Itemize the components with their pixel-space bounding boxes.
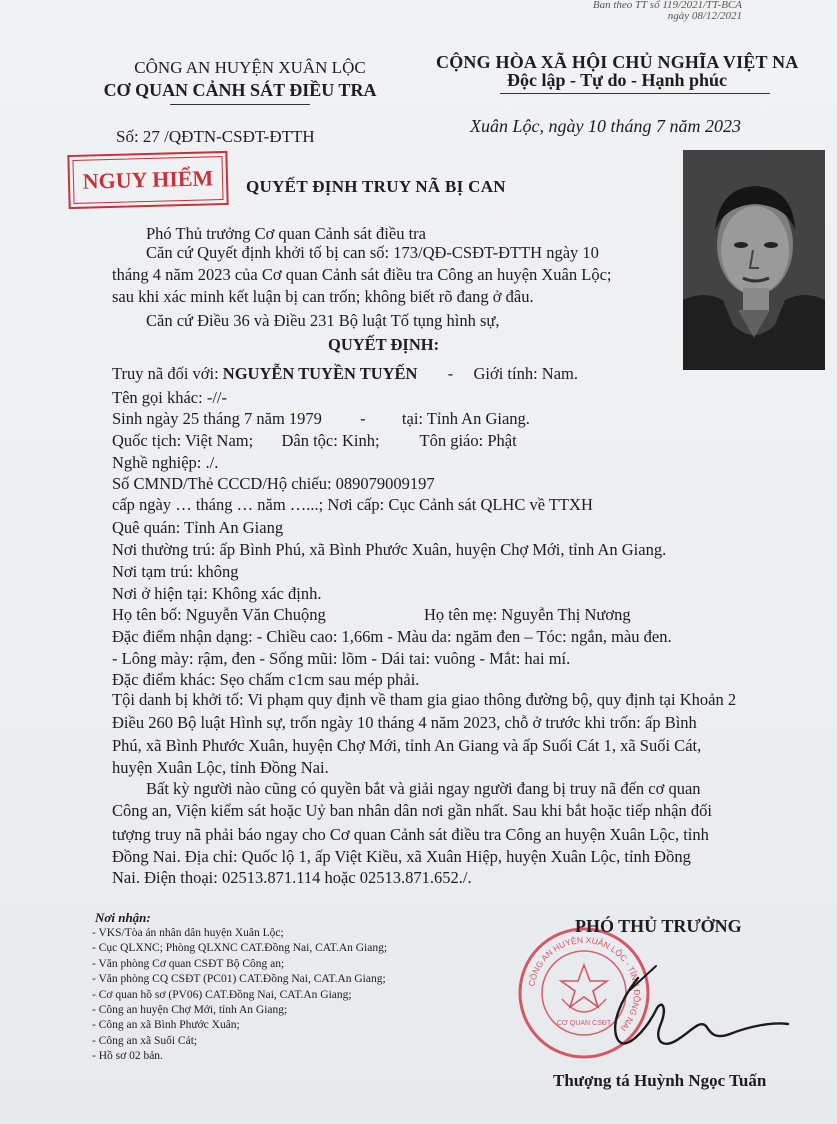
suspect-occupation: Nghề nghiệp: ./. <box>112 453 219 472</box>
recipients-heading: Nơi nhận: <box>95 910 151 925</box>
notice-line-3: tượng truy nã phải báo ngay cho Cơ quan Cảnh sát điều tra Công an huyện Xuân Lộc, tỉnh <box>112 825 709 844</box>
recipient-item: - Cục QLXNC; Phòng QLXNC CAT.Đồng Nai, CAT.An Giang; <box>92 942 388 955</box>
suspect-id-issue: cấp ngày … tháng … năm …...; Nơi cấp: Cục Cảnh sát QLHC về TTXH <box>112 495 593 514</box>
charge-line-1: Tội danh bị khởi tố: Vi phạm quy định về tham gia giao thông đường bộ, quy định tại Khoản 2 <box>112 690 737 709</box>
danger-stamp: NGUY HIỂM <box>67 151 228 209</box>
suspect-features-1: Đặc điểm nhận dạng: - Chiều cao: 1,66m - Màu da: ngăm đen – Tóc: ngắn, màu đen. <box>112 627 672 646</box>
preamble-law: Căn cứ Điều 36 và Điều 231 Bộ luật Tố tụng hình sự, <box>146 311 500 330</box>
svg-text:CÔNG AN HUYỆN XUÂN LỘC - TỈNH: CÔNG AN HUYỆN XUÂN LỘC - TỈNH ĐỒNG NAI <box>526 934 643 1034</box>
recipient-item: - Văn phòng CQ CSĐT (PC01) CAT.Đồng Nai, CAT.An Giang; <box>92 973 386 986</box>
suspect-hometown: Quê quán: Tỉnh An Giang <box>112 518 284 537</box>
charge-line-4: huyện Xuân Lộc, tỉnh Đồng Nai. <box>112 758 329 777</box>
suspect-gender: Giới tính: Nam. <box>473 364 578 383</box>
signature <box>560 960 790 1065</box>
suspect-temporary-address: Nơi tạm trú: không <box>112 562 239 581</box>
document-number: Số: 27 /QĐTN-CSĐT-ĐTTH <box>116 127 315 146</box>
recipient-item: - Cơ quan hồ sơ (PV06) CAT.Đồng Nai, CAT.An Giang; <box>92 988 352 1001</box>
preamble-basis-1: Căn cứ Quyết định khởi tố bị can số: 173/QĐ-CSĐT-ĐTTH ngày 10 <box>146 243 599 262</box>
agency-underline <box>170 104 310 105</box>
svg-text:CƠ QUAN CSĐT: CƠ QUAN CSĐT <box>556 1020 612 1027</box>
recipient-item: - Công an huyện Chợ Mới, tỉnh An Giang; <box>92 1004 288 1017</box>
notice-line-1: Bất kỳ người nào cũng có quyền bắt và giải ngay người đang bị truy nã đến cơ quan <box>146 779 701 798</box>
recipient-item: - VKS/Tòa án nhân dân huyện Xuân Lộc; <box>92 927 284 939</box>
national-title: CỘNG HÒA XÃ HỘI CHỦ NGHĨA VIỆT NA <box>436 52 799 72</box>
charge-line-2: Điều 260 Bộ luật Hình sự, trốn ngày 10 tháng 4 năm 2023, chỗ ở trước khi trốn: ấp Bình <box>112 713 697 732</box>
suspect-mother: Họ tên mẹ: Nguyễn Thị Nương <box>423 605 631 624</box>
suspect-photo <box>683 150 825 370</box>
suspect-alias: Tên gọi khác: -//- <box>112 388 228 407</box>
national-motto: Độc lập - Tự do - Hạnh phúc <box>507 70 728 90</box>
recipient-item: - Văn phòng Cơ quan CSĐT Bộ Công an; <box>92 957 285 970</box>
signer-title: PHÓ THỦ TRƯỞNG <box>575 916 742 936</box>
recipient-item: - Công an xã Bình Phước Xuân; <box>92 1019 240 1032</box>
suspect-name: NGUYỄN TUYỀN TUYẾN <box>222 364 418 383</box>
notice-line-2: Công an, Viện kiểm sát hoặc Uỷ ban nhân dân nơi gần nhất. Sau khi bắt hoặc tiếp nhận đối <box>112 801 712 820</box>
wanted-line: Truy nã đối với: NGUYỄN TUYỀN TUYẾN - Giới tính: Nam. <box>112 364 578 383</box>
suspect-parents-line <box>112 605 631 625</box>
preamble-basis-2: tháng 4 năm 2023 của Cơ quan Cảnh sát điều tra Công an huyện Xuân Lộc; <box>112 265 612 284</box>
recipient-item: - Hồ sơ 02 bản. <box>92 1050 163 1063</box>
document-date: Xuân Lộc, ngày 10 tháng 7 năm 2023 <box>470 116 741 136</box>
suspect-features-2: - Lông mày: rậm, đen - Sống mũi: lõm - Dái tai: vuông - Mắt: hai mí. <box>112 649 571 668</box>
motto-underline <box>500 93 770 94</box>
notice-line-5: Nai. Điện thoại: 02513.871.114 hoặc 02513.871.652./. <box>112 868 472 887</box>
agency-name: CÔNG AN HUYỆN XUÂN LỘC <box>134 58 366 77</box>
preamble-basis-3: sau khi xác minh kết luận bị can trốn; không biết rõ đang ở đâu. <box>112 287 534 306</box>
document-title: QUYẾT ĐỊNH TRUY NÃ BỊ CAN <box>246 177 506 196</box>
suspect-id-number: Số CMND/Thẻ CCCD/Hộ chiếu: 089079009197 <box>112 474 435 493</box>
notice-line-4: Đồng Nai. Địa chỉ: Quốc lộ 1, ấp Việt Kiều, xã Xuân Hiệp, huyện Xuân Lộc, tỉnh Đồng <box>112 847 691 866</box>
suspect-other-features: Đặc điểm khác: Sẹo chấm c1cm sau mép phải. <box>112 670 420 689</box>
suspect-birth-line: Sinh ngày 25 tháng 7 năm 1979 - tại: Tỉnh An Giang. <box>112 409 530 428</box>
form-reference-note: Ban theo TT số 119/2021/TT-BCA ngày 08/12/2021 <box>592 0 742 22</box>
signer-name: Thượng tá Huỳnh Ngọc Tuấn <box>553 1071 767 1090</box>
suspect-nationality-line: Quốc tịch: Việt Nam; Dân tộc: Kinh; Tôn giáo: Phật <box>112 431 517 450</box>
suspect-father: Họ tên bố: Nguyễn Văn Chuộng <box>112 605 326 624</box>
agency-department: CƠ QUAN CẢNH SÁT ĐIỀU TRA <box>103 80 377 100</box>
decision-heading: QUYẾT ĐỊNH: <box>328 335 440 354</box>
suspect-permanent-address: Nơi thường trú: ấp Bình Phú, xã Bình Phước Xuân, huyện Chợ Mới, tỉnh An Giang. <box>112 540 667 559</box>
suspect-current-address: Nơi ở hiện tại: Không xác định. <box>112 584 322 603</box>
charge-line-3: Phú, xã Bình Phước Xuân, huyện Chợ Mới, tỉnh An Giang và ấp Suối Cát 1, xã Suối Cát, <box>112 736 702 755</box>
recipient-item: - Công an xã Suối Cát; <box>92 1034 198 1047</box>
preamble-authority: Phó Thủ trưởng Cơ quan Cảnh sát điều tra <box>146 224 426 243</box>
recipients-list <box>92 926 387 1065</box>
